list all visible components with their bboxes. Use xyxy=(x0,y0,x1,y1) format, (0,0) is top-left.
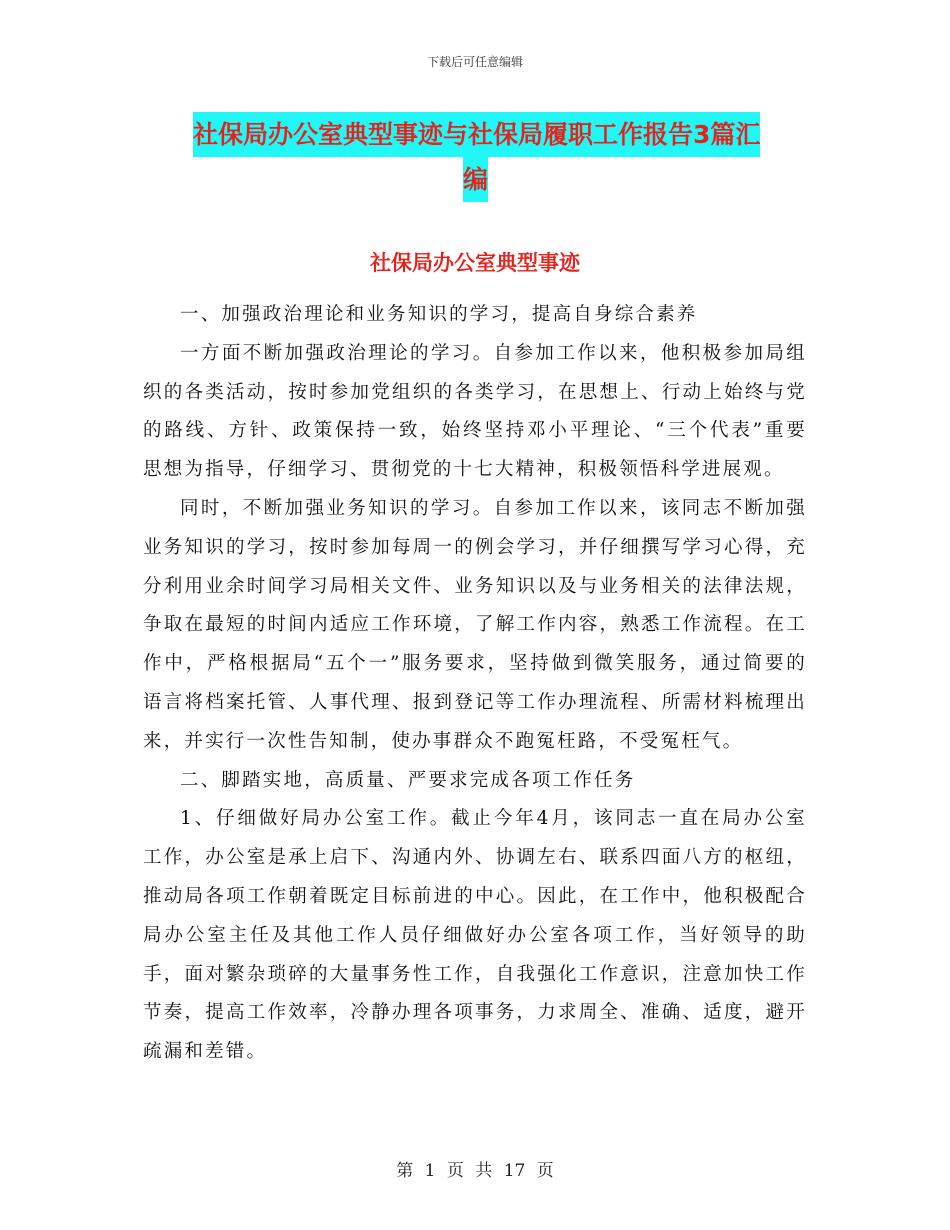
paragraph-political-study: 一方面不断加强政治理论的学习。自参加工作以来，他积极参加局组织的各类活动，按时参加党组织的各类学习，在思想上、行动上始终与党的路线、方针、政策保持一致，始终坚持邓小平理论、“三个代表”重要思想为指导，仔细学习、贯彻党的十七大精神，积极领悟科学进展观。 xyxy=(143,342,807,481)
document-title-line-2: 编 xyxy=(463,157,488,202)
heading-one: 一、加强政治理论和业务知识的学习，提高自身综合素养 xyxy=(180,304,698,325)
document-body xyxy=(143,296,807,1072)
paragraph-office-work: 1、仔细做好局办公室工作。截止今年4月，该同志一直在局办公室工作，办公室是承上启下、沟通内外、协调左右、联系四面八方的枢纽，推动局各项工作朝着既定目标前进的中心。因此，在工作中，他积极配合局办公室主任及其他工作人员仔细做好办公室各项工作，当好领导的助手，面对繁杂琐碎的大量事务性工作，自我强化工作意识，注意加快工作节奏，提高工作效率，冷静办理各项事务，力求周全、准确、适度，避开疏漏和差错。 xyxy=(143,808,807,1063)
section-title: 社保局办公室典型事迹 xyxy=(370,251,580,275)
heading-two: 二、脚踏实地，高质量、严要求完成各项工作任务 xyxy=(180,769,636,791)
document-title-line-1: 社保局办公室典型事迹与社保局履职工作报告3篇汇 xyxy=(193,112,760,157)
page-number: 第 1 页 共 17 页 xyxy=(396,1161,554,1181)
document-title xyxy=(193,112,813,202)
header-note: 下载后可任意编辑 xyxy=(426,55,523,69)
paragraph-business-study: 同时，不断加强业务知识的学习。自参加工作以来，该同志不断加强业务知识的学习，按时参加每周一的例会学习，并仔细撰写学习心得，充分利用业余时间学习局相关文件、业务知识以及与业务相关的法律法规，争取在最短的时间内适应工作环境，了解工作内容，熟悉工作流程。在工作中，严格根据局“五个一”服务要求，坚持做到微笑服务，通过简要的语言将档案托管、人事代理、报到登记等工作办理流程、所需材料梳理出来，并实行一次性告知制，使办事群众不跑冤枉路，不受冤枉气。 xyxy=(143,497,807,752)
